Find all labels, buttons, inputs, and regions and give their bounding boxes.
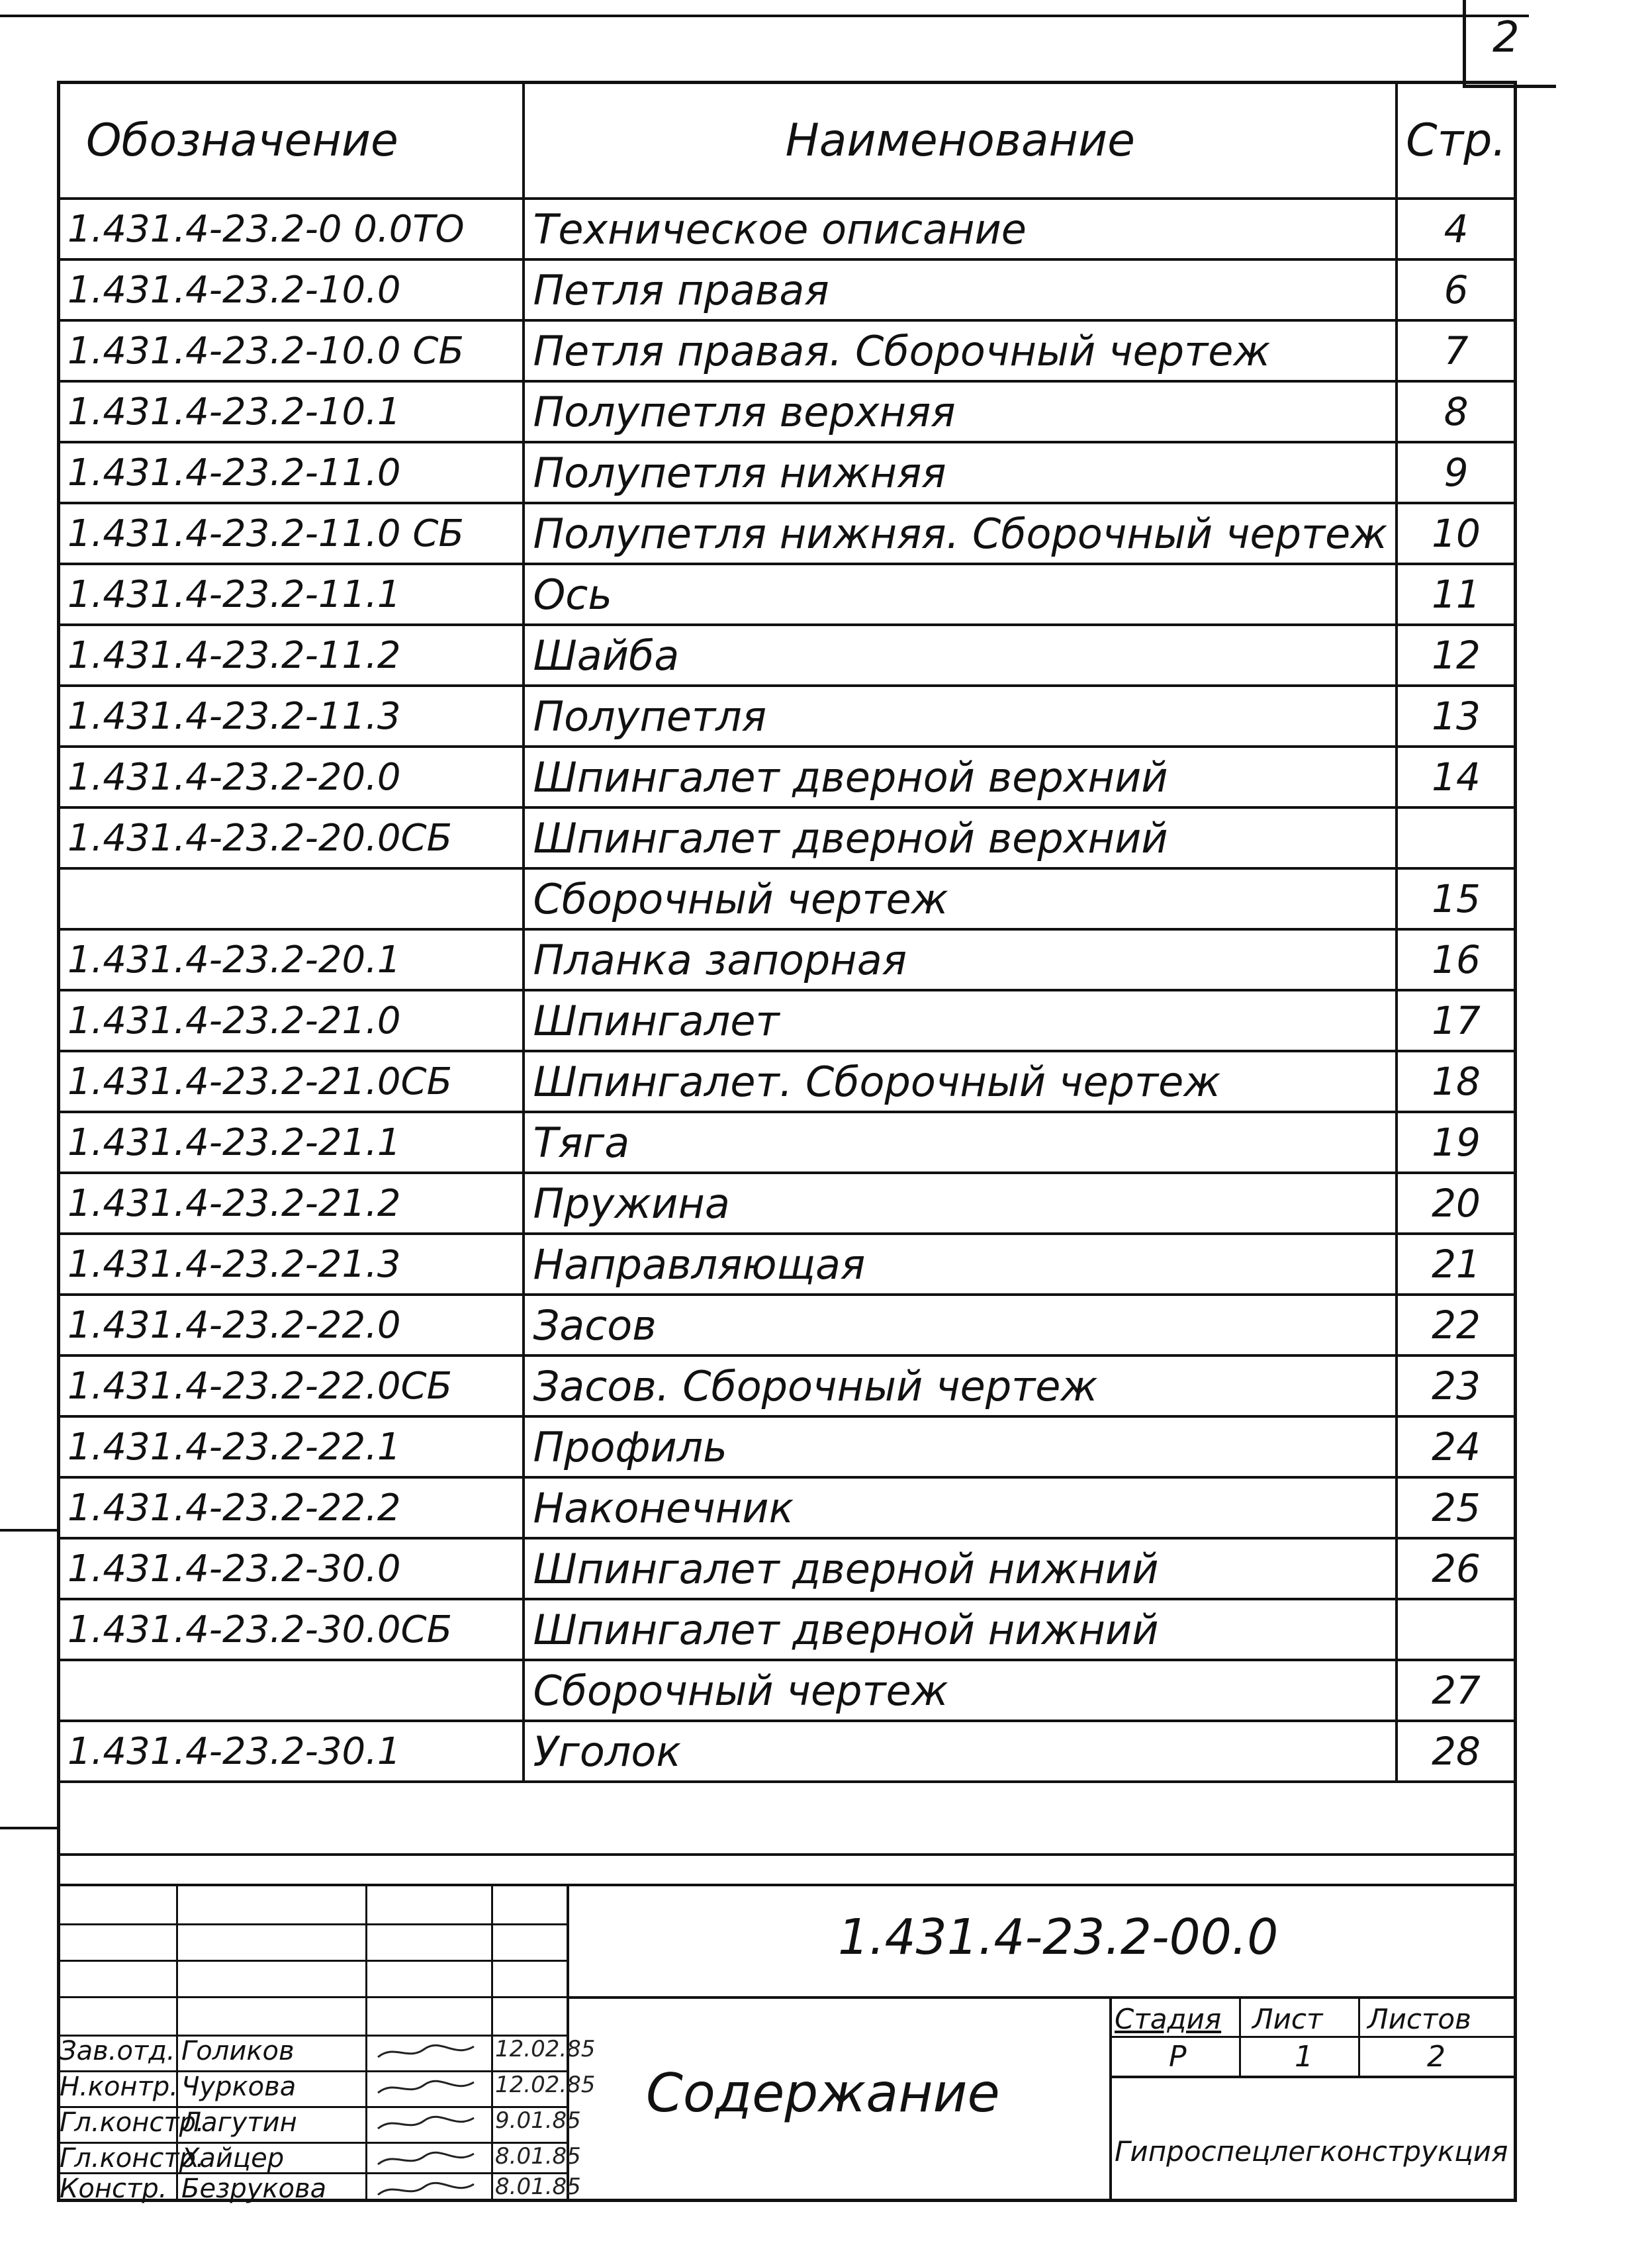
table-row — [58, 320, 1516, 381]
row-name: Уголок — [524, 1721, 1397, 1782]
handwritten-signature — [375, 2147, 481, 2167]
row-code: 1.431.4-23.2-11.1 — [58, 564, 524, 625]
top-border-line — [0, 15, 1529, 17]
row-page: 14 — [1397, 747, 1516, 807]
header-row — [58, 82, 1516, 199]
row-page: 4 — [1397, 199, 1516, 259]
sheets-value: 2 — [1427, 2040, 1446, 2074]
table-row — [58, 868, 1516, 929]
row-name: Шайба — [524, 625, 1397, 686]
row-code: 1.431.4-23.2-10.0 СБ — [58, 320, 524, 381]
sheet-value: 1 — [1295, 2040, 1313, 2074]
row-page: 15 — [1397, 868, 1516, 929]
row-page: 26 — [1397, 1538, 1516, 1599]
handwritten-signature — [375, 2040, 481, 2060]
organization: Гипроспецлегконструкция — [1115, 2135, 1508, 2168]
row-page: 21 — [1397, 1234, 1516, 1295]
table-row — [58, 1295, 1516, 1355]
signature-date: 8.01.85 — [495, 2174, 581, 2200]
signature-name: Хайцер — [181, 2143, 285, 2174]
contents-table — [57, 81, 1517, 1856]
row-page: 9 — [1397, 442, 1516, 503]
stage-label: Стадия — [1115, 2003, 1222, 2035]
row-code: 1.431.4-23.2-21.0 — [58, 990, 524, 1051]
row-page: 25 — [1397, 1477, 1516, 1538]
signature-date: 12.02.85 — [495, 2072, 596, 2098]
row-name: Полупетля нижняя — [524, 442, 1397, 503]
page-number-box — [1463, 0, 1556, 88]
row-page: 18 — [1397, 1051, 1516, 1112]
signature-role: Гл.констр. — [60, 2143, 205, 2174]
table-row — [58, 503, 1516, 564]
row-code: 1.431.4-23.2-0 0.0ТО — [58, 199, 524, 259]
row-name: Планка запорная — [524, 929, 1397, 990]
row-page: 24 — [1397, 1416, 1516, 1477]
row-name: Петля правая. Сборочный чертеж — [524, 320, 1397, 381]
margin-tick — [0, 1529, 57, 1532]
table-row — [58, 1721, 1516, 1782]
row-name: Шпингалет дверной нижний — [524, 1599, 1397, 1660]
row-page: 23 — [1397, 1355, 1516, 1416]
row-page: 28 — [1397, 1721, 1516, 1782]
page-number: 2 — [1492, 13, 1520, 62]
tb-line — [567, 1996, 1517, 1999]
table-row — [58, 747, 1516, 807]
row-code: 1.431.4-23.2-21.0СБ — [58, 1051, 524, 1112]
row-code: 1.431.4-23.2-30.0СБ — [58, 1599, 524, 1660]
handwritten-signature — [375, 2178, 481, 2197]
table-row — [58, 1538, 1516, 1599]
signature-date: 8.01.85 — [495, 2143, 581, 2170]
row-name: Пружина — [524, 1173, 1397, 1234]
row-name: Засов. Сборочный чертеж — [524, 1355, 1397, 1416]
margin-tick — [0, 1827, 57, 1829]
row-page — [1397, 807, 1516, 868]
table-row — [58, 259, 1516, 320]
row-code: 1.431.4-23.2-20.1 — [58, 929, 524, 990]
table-row — [58, 686, 1516, 747]
row-name: Шпингалет дверной верхний — [524, 807, 1397, 868]
row-page: 17 — [1397, 990, 1516, 1051]
column-header-designation: Обозначение — [58, 82, 524, 199]
row-name: Полупетля — [524, 686, 1397, 747]
row-code: 1.431.4-23.2-21.3 — [58, 1234, 524, 1295]
tb-line — [57, 1923, 567, 1925]
row-page: 19 — [1397, 1112, 1516, 1173]
row-name: Ось — [524, 564, 1397, 625]
table-row — [58, 1416, 1516, 1477]
row-name: Шпингалет дверной нижний — [524, 1538, 1397, 1599]
row-code: 1.431.4-23.2-10.1 — [58, 381, 524, 442]
row-page: 20 — [1397, 1173, 1516, 1234]
row-name: Шпингалет — [524, 990, 1397, 1051]
table-row — [58, 1599, 1516, 1660]
row-code: 1.431.4-23.2-11.2 — [58, 625, 524, 686]
row-name: Профиль — [524, 1416, 1397, 1477]
row-code: 1.431.4-23.2-22.0СБ — [58, 1355, 524, 1416]
tb-line — [57, 1996, 567, 1998]
handwritten-signature — [375, 2076, 481, 2095]
row-code: 1.431.4-23.2-21.1 — [58, 1112, 524, 1173]
tb-line — [1109, 2036, 1517, 2038]
row-code: 1.431.4-23.2-22.1 — [58, 1416, 524, 1477]
row-code: 1.431.4-23.2-30.0 — [58, 1538, 524, 1599]
sheets-label: Листов — [1367, 2003, 1471, 2035]
row-code — [58, 1660, 524, 1721]
column-header-name: Наименование — [524, 82, 1397, 199]
table-row — [58, 625, 1516, 686]
contents-rows — [58, 199, 1516, 1855]
blank-cell — [58, 1782, 1516, 1855]
tb-line — [1109, 2076, 1517, 2078]
signature-role: Гл.констр. — [60, 2107, 205, 2138]
row-page: 8 — [1397, 381, 1516, 442]
table-row — [58, 929, 1516, 990]
row-name: Петля правая — [524, 259, 1397, 320]
row-page: 7 — [1397, 320, 1516, 381]
row-code: 1.431.4-23.2-21.2 — [58, 1173, 524, 1234]
tb-line — [1358, 1996, 1360, 2076]
signature-date: 12.02.85 — [495, 2036, 596, 2062]
table-row — [58, 807, 1516, 868]
row-page: 13 — [1397, 686, 1516, 747]
row-page: 6 — [1397, 259, 1516, 320]
row-name: Техническое описание — [524, 199, 1397, 259]
row-page — [1397, 1599, 1516, 1660]
row-name: Шпингалет. Сборочный чертеж — [524, 1051, 1397, 1112]
row-code: 1.431.4-23.2-11.0 СБ — [58, 503, 524, 564]
row-code: 1.431.4-23.2-11.3 — [58, 686, 524, 747]
row-code: 1.431.4-23.2-11.0 — [58, 442, 524, 503]
row-name: Тяга — [524, 1112, 1397, 1173]
signature-role: Констр. — [60, 2174, 167, 2204]
table-row — [58, 1234, 1516, 1295]
row-name: Сборочный чертеж — [524, 1660, 1397, 1721]
tb-line — [1239, 1996, 1241, 2076]
row-code: 1.431.4-23.2-10.0 — [58, 259, 524, 320]
tb-line — [365, 1884, 367, 2202]
table-row — [58, 442, 1516, 503]
table-row — [58, 1173, 1516, 1234]
row-name: Шпингалет дверной верхний — [524, 747, 1397, 807]
title-block — [57, 1884, 1517, 2202]
table-row — [58, 1112, 1516, 1173]
row-page: 12 — [1397, 625, 1516, 686]
signature-role: Зав.отд. — [60, 2036, 175, 2066]
row-name: Полупетля нижняя. Сборочный чертеж — [524, 503, 1397, 564]
signature-name: Голиков — [181, 2036, 295, 2066]
table-row — [58, 1051, 1516, 1112]
blank-row — [58, 1782, 1516, 1855]
table-row — [58, 1660, 1516, 1721]
row-code: 1.431.4-23.2-22.0 — [58, 1295, 524, 1355]
document-title: Содержание — [646, 2062, 1000, 2124]
row-code: 1.431.4-23.2-20.0СБ — [58, 807, 524, 868]
table-row — [58, 381, 1516, 442]
row-code: 1.431.4-23.2-20.0 — [58, 747, 524, 807]
row-code — [58, 868, 524, 929]
row-name: Направляющая — [524, 1234, 1397, 1295]
stage-value: Р — [1169, 2040, 1187, 2074]
table-row — [58, 564, 1516, 625]
signature-name: Чуркова — [181, 2072, 297, 2102]
row-code: 1.431.4-23.2-30.1 — [58, 1721, 524, 1782]
signature-name: Лагутин — [181, 2107, 297, 2138]
handwritten-signature — [375, 2111, 481, 2131]
tb-line — [1109, 1996, 1112, 2202]
row-name: Сборочный чертеж — [524, 868, 1397, 929]
tb-line — [57, 1884, 1517, 1886]
tb-line — [491, 1884, 493, 2202]
document-code: 1.431.4-23.2-00.0 — [838, 1909, 1279, 1966]
table-row — [58, 990, 1516, 1051]
row-page: 22 — [1397, 1295, 1516, 1355]
table-row — [58, 199, 1516, 259]
column-header-page: Стр. — [1397, 82, 1516, 199]
row-page: 16 — [1397, 929, 1516, 990]
sheet-label: Лист — [1252, 2003, 1323, 2035]
tb-line — [57, 1960, 567, 1962]
signature-date: 9.01.85 — [495, 2107, 581, 2134]
row-name: Засов — [524, 1295, 1397, 1355]
table-row — [58, 1355, 1516, 1416]
row-name: Наконечник — [524, 1477, 1397, 1538]
table-row — [58, 1477, 1516, 1538]
signature-name: Безрукова — [181, 2174, 327, 2204]
signature-role: Н.контр. — [60, 2072, 178, 2102]
row-name: Полупетля верхняя — [524, 381, 1397, 442]
row-page: 27 — [1397, 1660, 1516, 1721]
row-page: 11 — [1397, 564, 1516, 625]
row-code: 1.431.4-23.2-22.2 — [58, 1477, 524, 1538]
row-page: 10 — [1397, 503, 1516, 564]
